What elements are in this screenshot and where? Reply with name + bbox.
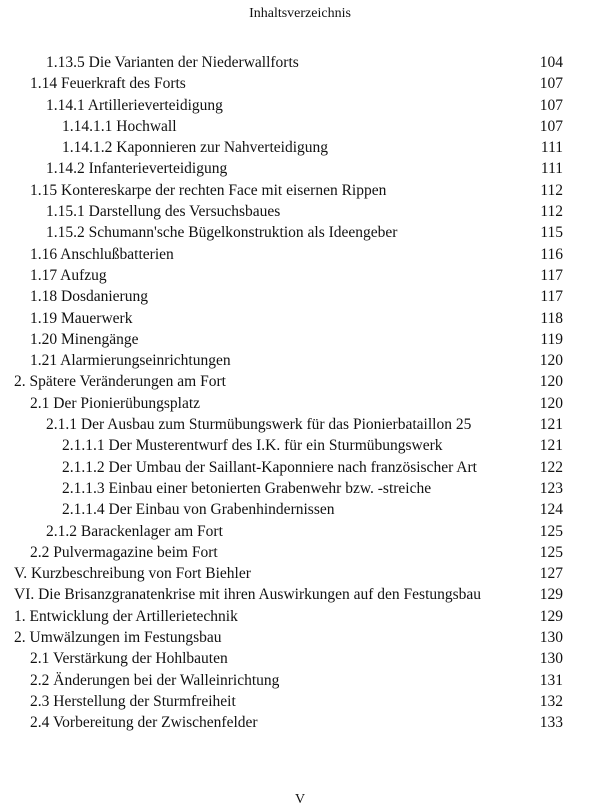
- toc-entry: [0, 712, 600, 733]
- toc-entry-page: 116: [540, 245, 563, 263]
- toc-entry-page: 117: [540, 288, 563, 306]
- toc-entry-page: 118: [540, 309, 563, 327]
- toc-entry-title: 1.15.2 Schumann'sche Bügelkonstruktion als Ideengeber: [46, 224, 398, 242]
- toc-entry-title: 1.18 Dosdanierung: [30, 288, 148, 306]
- toc-entry-title: 1.14.1.1 Hochwall: [62, 117, 177, 135]
- toc-entry-page: 123: [539, 479, 563, 497]
- toc-entry: [0, 73, 600, 94]
- toc-entry: [0, 52, 600, 73]
- toc-entry-page: 132: [539, 692, 563, 710]
- toc-entry: [0, 542, 600, 563]
- page-header: [0, 5, 600, 23]
- toc-entry-title: 2.1.1 Der Ausbau zum Sturmübungswerk für das Pionierbataillon 25: [46, 416, 472, 434]
- toc-entry-title: V. Kurzbeschreibung von Fort Biehler: [14, 565, 251, 583]
- toc-entry-page: 121: [539, 437, 563, 455]
- toc-entry-page: 129: [539, 586, 563, 604]
- toc-entry-title: 2.3 Herstellung der Sturmfreiheit: [30, 692, 236, 710]
- toc-entry-page: 130: [539, 650, 563, 668]
- toc-entry: [0, 563, 600, 584]
- toc-entry-page: 127: [539, 565, 563, 583]
- toc-entry: [0, 265, 600, 286]
- toc-entry: [0, 308, 600, 329]
- toc-entry-page: 107: [539, 117, 563, 135]
- toc-entry-title: 1.21 Alarmierungseinrichtungen: [30, 352, 231, 370]
- toc-entry: [0, 286, 600, 307]
- toc-entry-page: 131: [539, 671, 563, 689]
- toc-entry: [0, 435, 600, 456]
- toc-entry-title: 1.13.5 Die Varianten der Niederwallforts: [46, 54, 299, 71]
- toc-entry-title: 1.15 Kontereskarpe der rechten Face mit eisernen Rippen: [30, 181, 387, 199]
- toc-entry: [0, 180, 600, 201]
- toc-entry: [0, 222, 600, 243]
- toc-entry-title: 2.1 Der Pionierübungsplatz: [30, 394, 201, 412]
- toc-entry: [0, 137, 600, 158]
- toc-entry-title: 2.1.1.3 Einbau einer betonierten Grabenwehr bzw. -streiche: [62, 479, 432, 497]
- toc-entry: [0, 116, 600, 137]
- toc-entry: [0, 627, 600, 648]
- toc-entry-page: 112: [540, 181, 563, 199]
- header-title: Inhaltsverzeichnis: [249, 6, 351, 21]
- toc-entry-page: 125: [539, 543, 563, 561]
- toc-entry: [0, 201, 600, 222]
- toc-entry-title: 2.2 Änderungen bei der Walleinrichtung: [30, 671, 280, 689]
- toc-entry-title: 1.14.1.2 Kaponnieren zur Nahverteidigung: [62, 139, 329, 157]
- toc-entry-title: 2.1.1.4 Der Einbau von Grabenhindernissen: [62, 501, 335, 519]
- toc-entry-title: 1.19 Mauerwerk: [30, 309, 133, 327]
- toc-entry-title: 1.14 Feuerkraft des Forts: [30, 75, 186, 93]
- toc-entry-page: 120: [539, 352, 563, 370]
- toc-entry-page: 107: [539, 96, 563, 114]
- toc-entry-title: 2.2 Pulvermagazine beim Fort: [30, 543, 218, 561]
- toc-entry: [0, 350, 600, 371]
- toc-entry-title: 1.20 Minengänge: [30, 330, 139, 348]
- toc-entry-title: 1.17 Aufzug: [30, 266, 107, 284]
- toc-entry: [0, 584, 600, 605]
- table-of-contents: [0, 52, 600, 734]
- toc-entry-page: 112: [540, 203, 563, 221]
- toc-entry-page: 120: [539, 373, 563, 391]
- toc-entry-page: 117: [540, 266, 563, 284]
- toc-entry-page: 121: [539, 416, 563, 434]
- toc-entry: [0, 371, 600, 392]
- toc-entry: [0, 95, 600, 116]
- toc-entry-page: 119: [540, 330, 563, 348]
- toc-entry: [0, 457, 600, 478]
- toc-entry-page: 104: [539, 54, 563, 71]
- toc-entry: [0, 606, 600, 627]
- toc-entry-title: 1.15.1 Darstellung des Versuchsbaues: [46, 203, 281, 221]
- toc-entry-title: 2. Umwälzungen im Festungsbau: [14, 629, 222, 647]
- toc-entry: [0, 478, 600, 499]
- toc-entry: [0, 393, 600, 414]
- toc-entry: [0, 414, 600, 435]
- toc-entry-title: 1.14.2 Infanterieverteidigung: [46, 160, 228, 178]
- toc-entry: [0, 521, 600, 542]
- toc-entry-title: 2.4 Vorbereitung der Zwischenfelder: [30, 714, 258, 732]
- toc-entry: [0, 691, 600, 712]
- toc-entry: [0, 329, 600, 350]
- toc-entry: [0, 499, 600, 520]
- toc-entry-title: 1.16 Anschlußbatterien: [30, 245, 174, 263]
- toc-entry-page: 130: [539, 629, 563, 647]
- toc-entry-page: 115: [540, 224, 563, 242]
- toc-entry-title: 2.1.1.1 Der Musterentwurf des I.K. für ein Sturmübungswerk: [62, 437, 443, 455]
- toc-entry: [0, 244, 600, 265]
- toc-entry-title: 1. Entwicklung der Artillerietechnik: [14, 607, 238, 625]
- toc-entry-title: 2.1.2 Barackenlager am Fort: [46, 522, 223, 540]
- toc-entry-page: 133: [539, 714, 563, 732]
- page-footer: [0, 791, 600, 809]
- toc-entry-title: 2.1.1.2 Der Umbau der Saillant-Kaponniere nach französischer Art: [62, 458, 477, 476]
- toc-entry-page: 124: [539, 501, 563, 519]
- page-number: V: [294, 792, 306, 807]
- toc-entry-page: 125: [539, 522, 563, 540]
- toc-entry-title: 2. Spätere Veränderungen am Fort: [14, 373, 226, 391]
- toc-entry: [0, 648, 600, 669]
- toc-entry-page: 120: [539, 394, 563, 412]
- toc-entry-page: 122: [539, 458, 563, 476]
- toc-entry-page: 129: [539, 607, 563, 625]
- toc-entry: [0, 158, 600, 179]
- toc-entry-title: 1.14.1 Artillerieverteidigung: [46, 96, 223, 114]
- toc-entry-page: 111: [540, 160, 563, 178]
- toc-entry: [0, 670, 600, 691]
- toc-entry-title: 2.1 Verstärkung der Hohlbauten: [30, 650, 228, 668]
- toc-entry-page: 107: [539, 75, 563, 93]
- toc-entry-title: VI. Die Brisanzgranatenkrise mit ihren Auswirkungen auf den Festungsbau: [14, 586, 482, 604]
- toc-entry-page: 111: [540, 139, 563, 157]
